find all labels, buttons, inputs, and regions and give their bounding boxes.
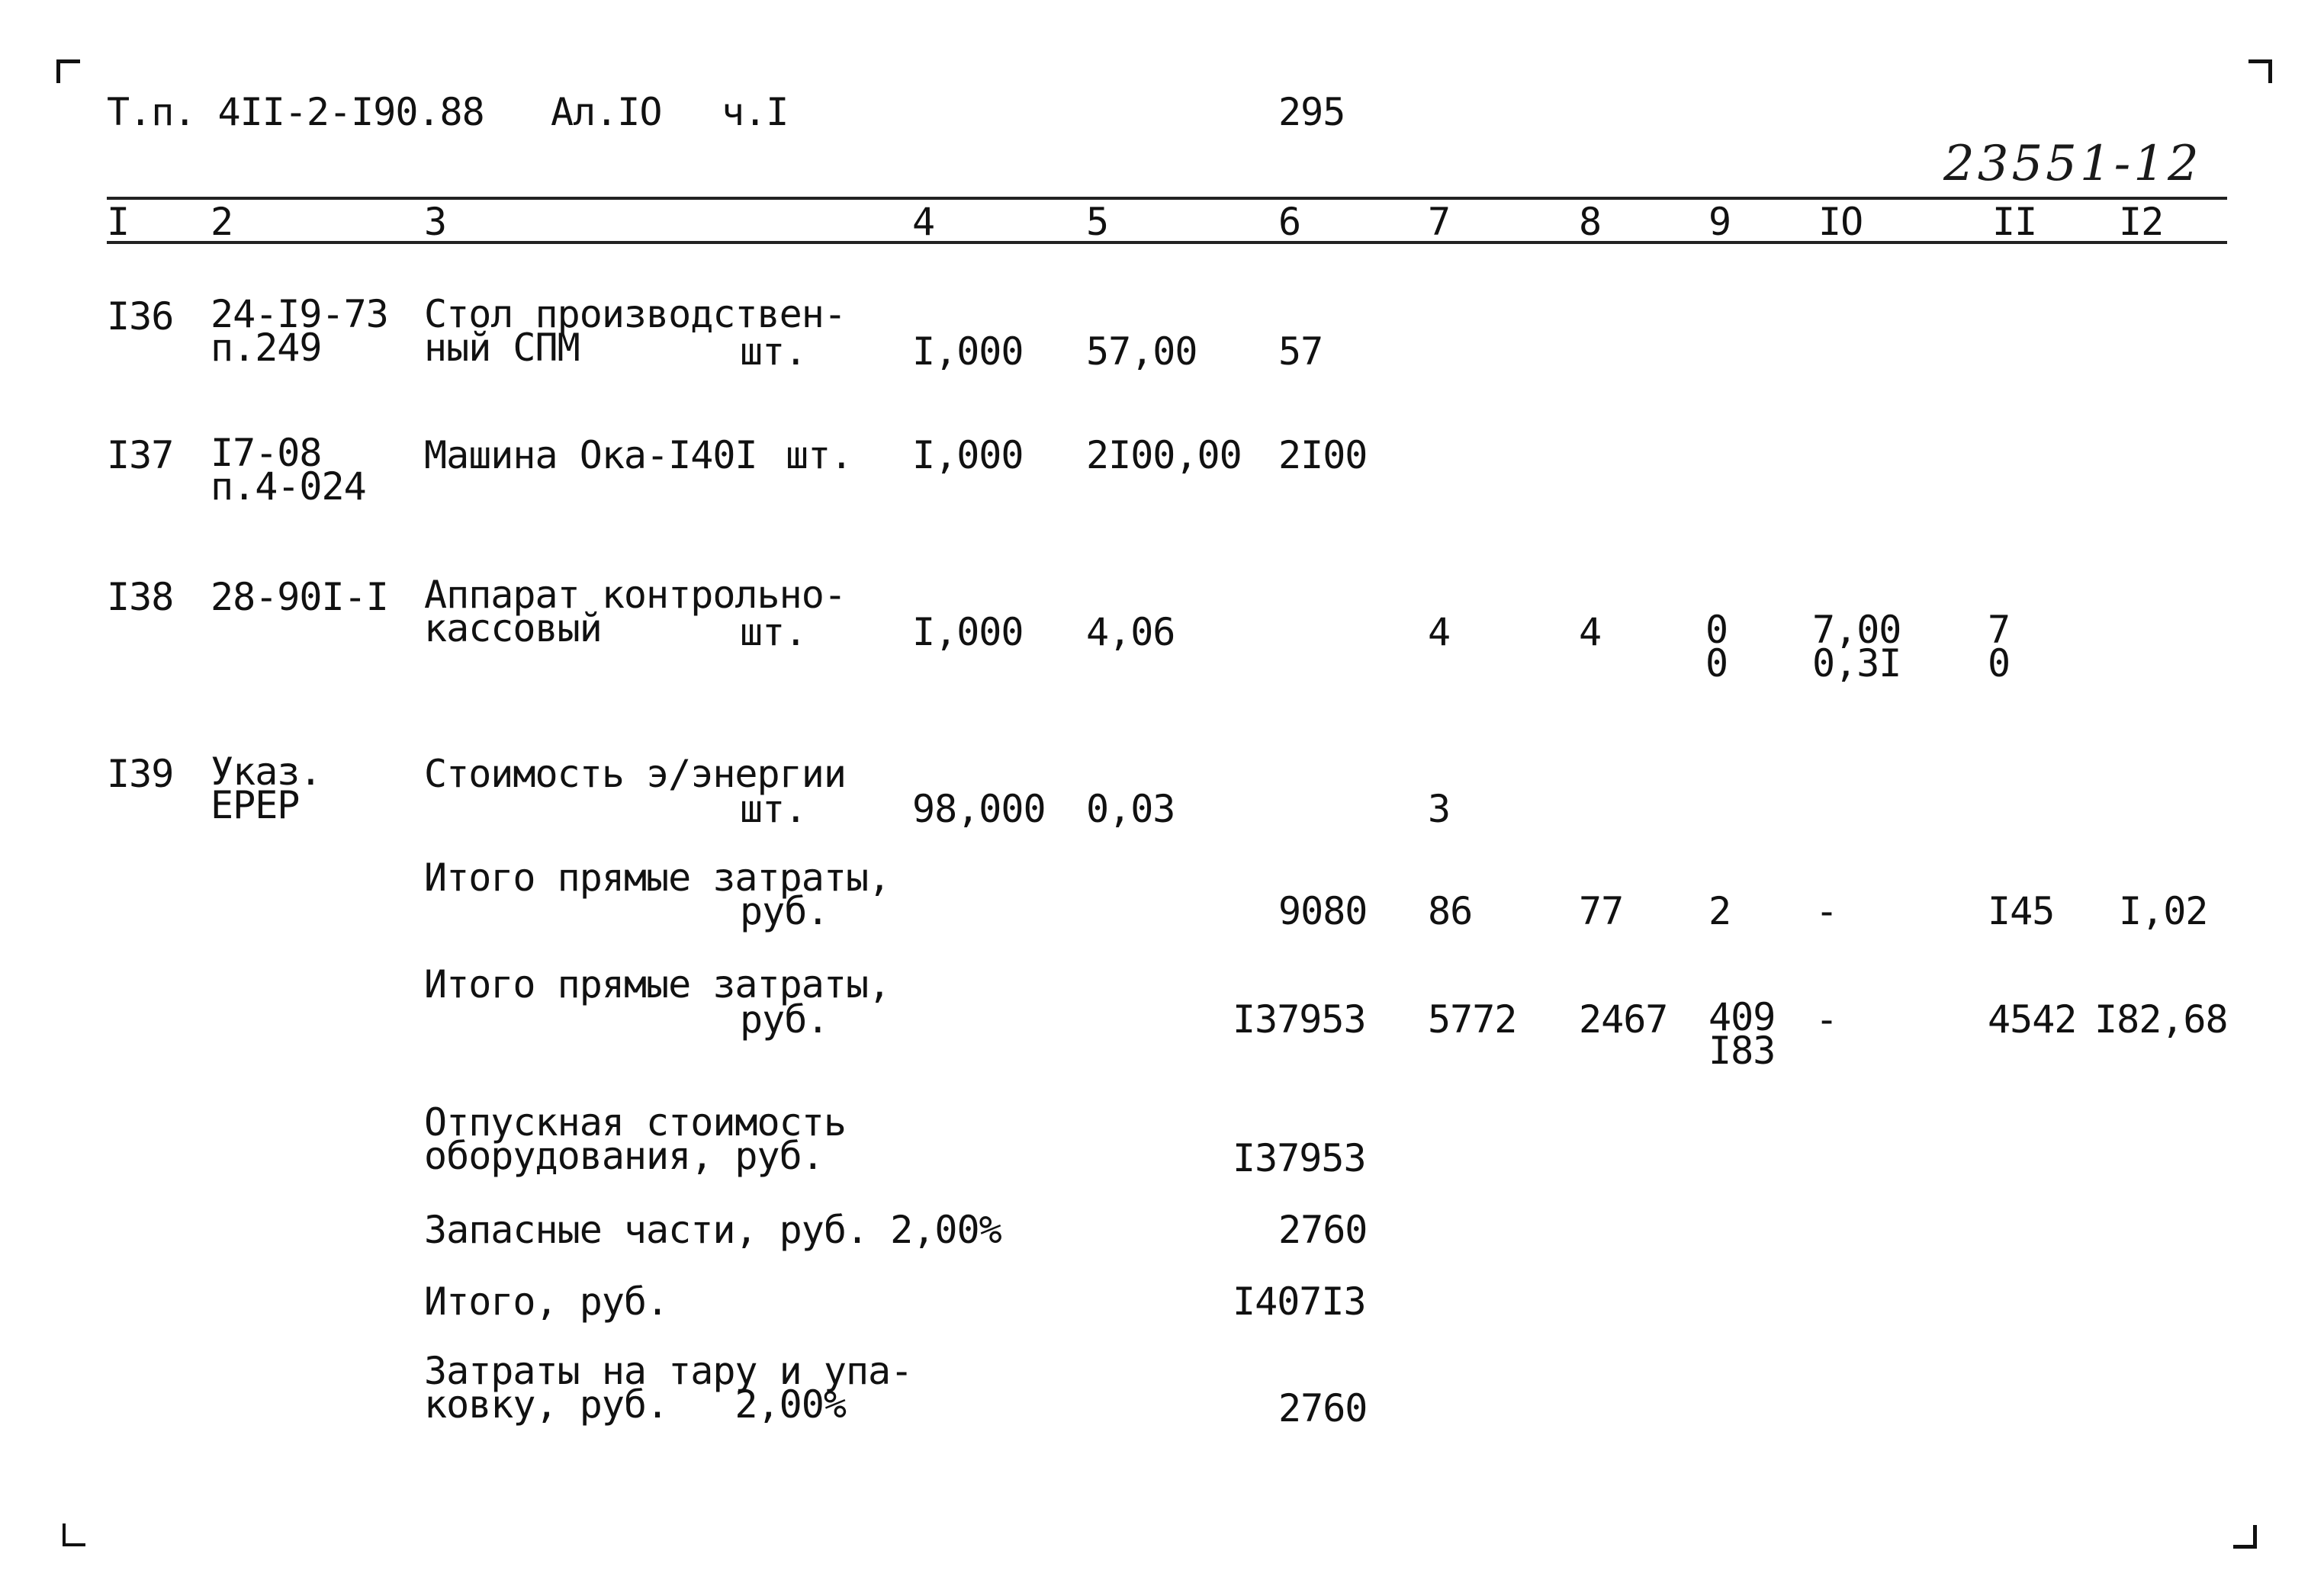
total-unit: руб. <box>740 997 829 1042</box>
column-number: I2 <box>2119 200 2164 244</box>
row-price: 0,03 <box>1086 787 1175 831</box>
summary-value: 2760 <box>1278 1386 1368 1430</box>
total-col6: 9080 <box>1278 889 1368 933</box>
row-code: Указ. ЕРЕР <box>211 750 322 827</box>
row-code: 24-I9-73 п.249 <box>211 292 388 370</box>
summary-label: Затраты на тару и упа- ковку, руб. 2,00% <box>424 1349 913 1427</box>
album-number: Ал.IO <box>551 90 662 134</box>
row-total: 57 <box>1278 329 1323 374</box>
row-col8: 4 <box>1579 610 1602 654</box>
column-number: 8 <box>1579 200 1602 244</box>
row-number: I37 <box>107 433 174 477</box>
column-number: 7 <box>1428 200 1451 244</box>
total-col8: 77 <box>1579 889 1624 933</box>
row-quantity: 98,000 <box>912 787 1046 831</box>
total-col12: I82,68 <box>2094 997 2228 1042</box>
total-col10: - <box>1815 997 1838 1042</box>
row-number: I38 <box>107 575 174 619</box>
row-name: Стол производствен- ный СПМ <box>424 292 846 370</box>
total-col9: 2 <box>1708 889 1731 933</box>
row-unit: шт. <box>740 329 807 374</box>
row-unit: шт. <box>786 433 853 477</box>
total-col12: I,02 <box>2119 889 2208 933</box>
row-number: I39 <box>107 752 174 796</box>
total-col9: 409 I83 <box>1708 995 1776 1073</box>
row-code: 28-90I-I <box>211 575 388 619</box>
total-col11: I45 <box>1988 889 2055 933</box>
row-number: I36 <box>107 294 174 339</box>
inventory-number: 23551-12 <box>1943 136 2202 192</box>
project-code: Т.п. 4II-2-I90.88 <box>107 90 484 134</box>
column-number: I <box>107 200 130 244</box>
page-number: 295 <box>1278 90 1345 134</box>
row-unit: шт. <box>740 787 807 831</box>
total-col10: - <box>1815 889 1838 933</box>
column-number: 5 <box>1086 200 1109 244</box>
column-number: IO <box>1818 200 1863 244</box>
total-unit: руб. <box>740 889 829 933</box>
row-price: 4,06 <box>1086 610 1175 654</box>
total-col7: 86 <box>1428 889 1473 933</box>
row-quantity: I,000 <box>912 433 1024 477</box>
bottom-left-corner-mark <box>63 1523 85 1546</box>
row-quantity: I,000 <box>912 610 1024 654</box>
row-col11: 7 0 <box>1988 608 2011 685</box>
row-price: 2I00,00 <box>1086 433 1242 477</box>
column-number: II <box>1992 200 2037 244</box>
total-col7: 5772 <box>1428 997 1517 1042</box>
total-col8: 2467 <box>1579 997 1668 1042</box>
top-right-corner-mark <box>2248 59 2272 83</box>
row-col9: 0 0 <box>1705 608 1728 685</box>
column-number: 3 <box>424 200 447 244</box>
summary-label: Итого, руб. <box>424 1279 669 1324</box>
row-col7: 3 <box>1428 787 1451 831</box>
row-name: Аппарат контрольно- кассовый <box>424 573 846 650</box>
bottom-right-corner-mark <box>2233 1525 2257 1549</box>
row-total: 2I00 <box>1278 433 1368 477</box>
total-label: Итого прямые затраты, <box>424 856 891 900</box>
summary-label: Отпускная стоимость оборудования, руб. <box>424 1100 846 1178</box>
column-number: 9 <box>1708 200 1731 244</box>
column-number: 4 <box>912 200 935 244</box>
row-name: Стоимость э/энергии <box>424 752 846 796</box>
column-number: 6 <box>1278 200 1301 244</box>
row-quantity: I,000 <box>912 329 1024 374</box>
row-code: I7-08 п.4-024 <box>211 431 366 509</box>
total-col11: 4542 <box>1988 997 2077 1042</box>
summary-value: I37953 <box>1233 1136 1366 1180</box>
row-unit: шт. <box>740 610 807 654</box>
summary-value: 2760 <box>1278 1208 1368 1252</box>
row-price: 57,00 <box>1086 329 1197 374</box>
total-col6: I37953 <box>1233 997 1366 1042</box>
summary-label: Запасные части, руб. 2,00% <box>424 1208 1001 1252</box>
row-col7: 4 <box>1428 610 1451 654</box>
top-left-corner-mark <box>56 59 80 83</box>
total-label: Итого прямые затраты, <box>424 962 891 1006</box>
column-number: 2 <box>211 200 233 244</box>
row-col10: 7,00 0,3I <box>1812 608 1901 685</box>
row-name: Машина Ока-I40I <box>424 433 757 477</box>
summary-value: I407I3 <box>1233 1279 1366 1324</box>
part-number: ч.I <box>722 90 789 134</box>
